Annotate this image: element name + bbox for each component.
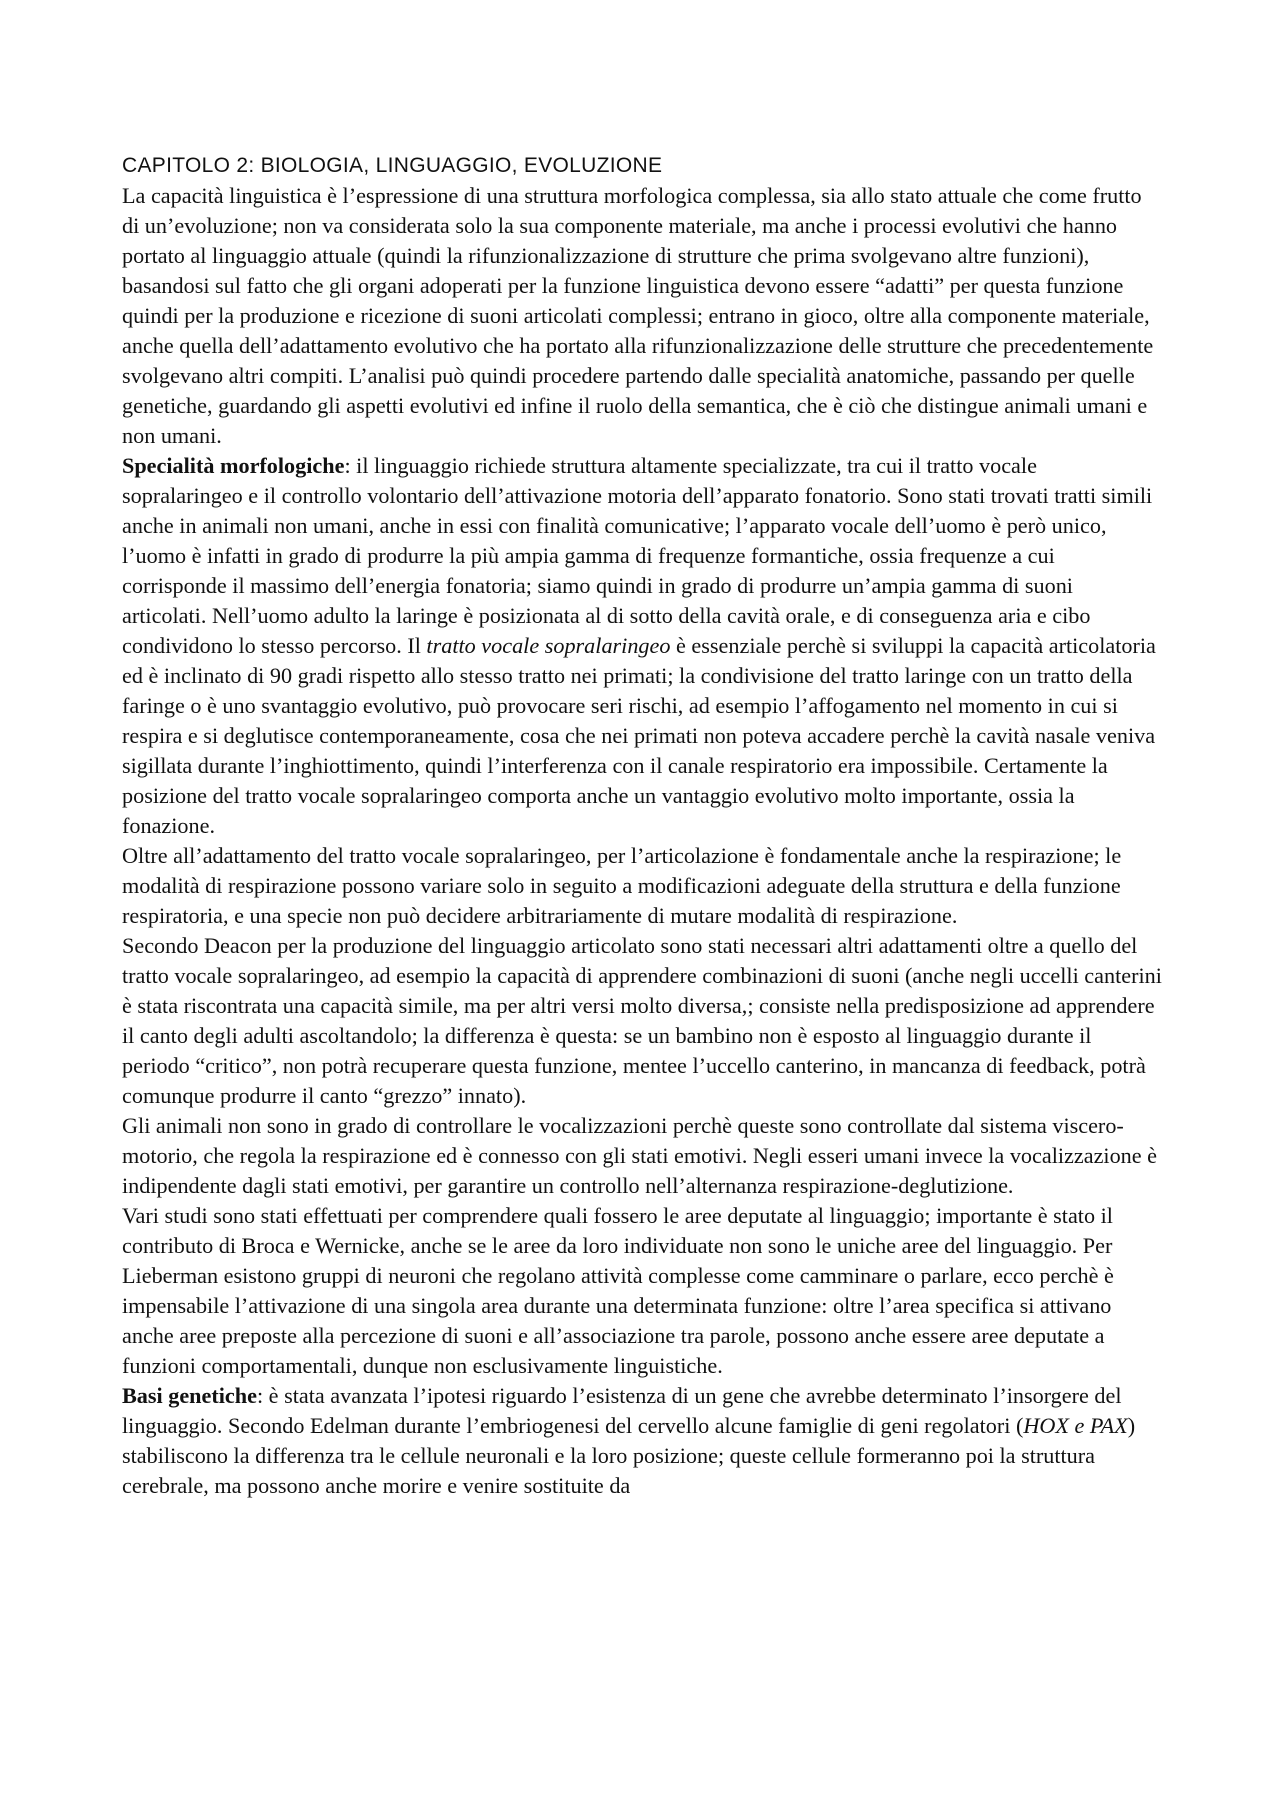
paragraph-deacon: Secondo Deacon per la produzione del linguaggio articolato sono stati necessari altri adattamenti oltre a quello del tratto vocale sopralaringeo, ad esempio la capacità di apprendere combinazioni di suoni (anche negli uccelli canterini è stata riscontrata una capacità simile, ma per altri versi molto diversa,; consiste nella predisposizione ad apprendere il canto degli adulti ascoltandolo; la differenza è questa: se un bambino non è esposto al linguaggio durante il periodo “critico”, non potrà recuperare questa funzione, mentee l’uccello canterino, in mancanza di feedback, potrà comunque produrre il canto “grezzo” innato).	[122, 933, 1162, 1108]
section-heading-morphology: Specialità morfologiche	[122, 453, 345, 478]
document-page	[122, 151, 1162, 1501]
paragraph-genetics	[122, 1381, 1162, 1501]
paragraph-intro: La capacità linguistica è l’espressione di una struttura morfologica complessa, sia allo stato attuale che come frutto di un’evoluzione; non va considerata solo la sua componente materiale, ma anche i processi evolutivi che hanno portato al linguaggio attuale (quindi la rifunzionalizzazione di strutture che prima svolgevano altre funzioni), basandosi sul fatto che gli organi adoperati per la funzione linguistica devono essere “adatti” per questa funzione quindi per la produzione e ricezione di suoni articolati complessi; entrano in gioco, oltre alla componente materiale, anche quella dell’adattamento evolutivo che ha portato alla rifunzionalizzazione delle strutture che precedentemente svolgevano altri compiti. L’analisi può quindi procedere partendo dalle specialità anatomiche, passando per quelle genetiche, guardando gli aspetti evolutivi ed infine il ruolo della semantica, che è ciò che distingue animali umani e non umani.	[122, 183, 1154, 448]
paragraph-morphology	[122, 451, 1162, 841]
genetics-italic-genes: HOX e PAX	[1023, 1413, 1128, 1438]
genetics-text-b: ) stabiliscono la differenza tra le cellule neuronali e la loro posizione; queste cellule formeranno poi la struttura cerebrale, ma possono anche morire e venire sostituite da	[122, 1413, 1136, 1498]
morphology-text-b: è essenziale perchè si sviluppi la capacità articolatoria ed è inclinato di 90 gradi rispetto allo stesso tratto nei primati; la condivisione del tratto laringe con un tratto della faringe o è uno svantaggio evolutivo, può provocare seri rischi, ad esempio l’affogamento nel momento in cui si respira e si deglutisce contemporaneamente, cosa che nei primati non poteva accadere perchè la cavità nasale veniva sigillata durante l’inghiottimento, quindi l’interferenza con il canale respiratorio era impossibile. Certamente la posizione del tratto vocale sopralaringeo comporta anche un vantaggio evolutivo molto importante, ossia la fonazione.	[122, 633, 1156, 838]
paragraph-vocalization: Gli animali non sono in grado di controllare le vocalizzazioni perchè queste sono controllate dal sistema viscero-motorio, che regola la respirazione ed è connesso con gli stati emotivi. Negli esseri umani invece la vocalizzazione è indipendente dagli stati emotivi, per garantire un controllo nell’alternanza respirazione-deglutizione.	[122, 1113, 1158, 1198]
morphology-text-a: : il linguaggio richiede struttura altamente specializzate, tra cui il tratto vocale sopralaringeo e il controllo volontario dell’attivazione motoria dell’apparato fonatorio. Sono stati trovati tratti simili anche in animali non umani, anche in essi con finalità comunicative; l’apparato vocale dell’uomo è però unico, l’uomo è infatti in grado di produrre la più ampia gamma di frequenze formantiche, ossia frequenze a cui corrisponde il massimo dell’energia fonatoria; siamo quindi in grado di produrre un’ampia gamma di suoni articolati. Nell’uomo adulto la laringe è posizionata al di sotto della cavità orale, e di conseguenza aria e cibo condividono lo stesso percorso. Il	[122, 453, 1153, 658]
genetics-text-a: : è stata avanzata l’ipotesi riguardo l’esistenza di un gene che avrebbe determinato l’insorgere del linguaggio. Secondo Edelman durante l’embriogenesi del cervello alcune famiglie di geni regolatori (	[122, 1383, 1122, 1438]
section-heading-genetics: Basi genetiche	[122, 1383, 257, 1408]
paragraph-brain-areas: Vari studi sono stati effettuati per comprendere quali fossero le aree deputate al linguaggio; importante è stato il contributo di Broca e Wernicke, anche se le aree da loro individuate non sono le uniche aree del linguaggio. Per Lieberman esistono gruppi di neuroni che regolano attività complesse come camminare o parlare, ecco perchè è impensabile l’attivazione di una singola area durante una determinata funzione: oltre l’area specifica si attivano anche aree preposte alla percezione di suoni e all’associazione tra parole, possono anche essere aree deputate a funzioni comportamentali, dunque non esclusivamente linguistiche.	[122, 1203, 1114, 1378]
morphology-italic-term: tratto vocale sopralaringeo	[426, 633, 671, 658]
paragraph-respiration: Oltre all’adattamento del tratto vocale sopralaringeo, per l’articolazione è fondamentale anche la respirazione; le modalità di respirazione possono variare solo in seguito a modificazioni adeguate della struttura e della funzione respiratoria, e una specie non può decidere arbitrariamente di mutare modalità di respirazione.	[122, 843, 1122, 928]
chapter-title: CAPITOLO 2: BIOLOGIA, LINGUAGGIO, EVOLUZIONE	[122, 154, 663, 177]
